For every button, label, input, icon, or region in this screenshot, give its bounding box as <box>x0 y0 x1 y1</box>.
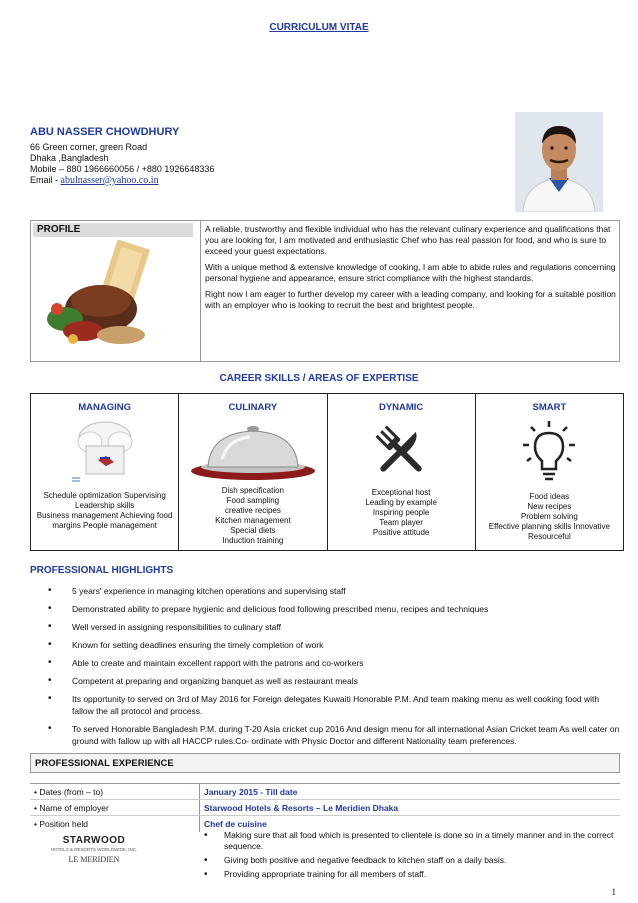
skill-heading: SMART <box>532 402 567 413</box>
skill-item: Leadership skills <box>75 501 135 510</box>
skill-heading: CULINARY <box>228 402 278 413</box>
experience-value: Chef de cuisine <box>204 819 267 829</box>
duties-list <box>204 830 614 883</box>
experience-key: • Name of employer <box>30 800 200 815</box>
experience-row <box>30 800 620 816</box>
experience-value: Starwood Hotels & Resorts – Le Meridien Dhaka <box>204 802 399 813</box>
skill-heading: DYNAMIC <box>378 402 424 413</box>
skill-item: creative recipes <box>224 506 281 515</box>
skill-column-managing <box>31 394 179 550</box>
email-link[interactable]: abulnasser@yahoo.co.in <box>60 175 159 186</box>
highlight-item: • To served Honorable Bangladesh P.M. during T-20 Asia cricket cup 2016 And design menu for all international Asian Cricket team As well cater on ground with fallow up with all HACCP rules.Co- ordinate with Physic Doctor and different Nationality team preferences. <box>60 723 620 747</box>
fork-knife-icon <box>328 416 475 486</box>
mobile-line: Mobile – 880 1966660056 / +880 1926648336 <box>30 164 215 174</box>
skill-item: Team player <box>379 518 423 527</box>
duty-item: • Providing appropriate training for all members of staff. <box>204 869 614 880</box>
skill-item: Resourceful <box>528 532 571 541</box>
skill-column-smart <box>476 394 623 550</box>
skill-item: Food ideas <box>529 492 570 501</box>
experience-value: January 2015 - Till date <box>204 786 298 797</box>
skill-heading: MANAGING <box>78 402 132 413</box>
highlight-item: • Known for setting deadlines ensuring the timely completion of work <box>60 639 620 651</box>
skill-item: Food sampling <box>226 496 280 505</box>
experience-heading-bar <box>30 753 620 773</box>
profile-summary <box>205 224 617 316</box>
document-title: CURRICULUM VITAE <box>269 22 369 33</box>
profile-label: PROFILE <box>33 223 193 237</box>
skills-title: CAREER SKILLS / AREAS OF EXPERTISE <box>219 373 419 384</box>
skill-column-culinary <box>179 394 327 550</box>
skill-item: Positive attitude <box>372 528 430 537</box>
highlight-item: • Competent at preparing and organizing banquet as well as restaurant meals <box>60 675 620 687</box>
experience-key: • Dates (from – to) <box>30 784 200 799</box>
skill-item: Kitchen management <box>215 516 291 525</box>
chef-hat-icon <box>31 416 178 486</box>
skill-item: Exceptional host <box>371 488 431 497</box>
skill-item: Problem solving <box>520 512 578 521</box>
skill-list <box>476 492 623 542</box>
highlight-item: • Demonstrated ability to prepare hygienic and delicious food following prescribed menu, recipes and techniques <box>60 603 620 615</box>
employer-logo <box>44 835 144 887</box>
candidate-name: ABU NASSER CHOWDHURY <box>30 126 180 138</box>
portrait-image <box>515 112 603 212</box>
skill-column-dynamic <box>328 394 476 550</box>
page-number: 1 <box>611 887 616 897</box>
highlight-item: • 5 years' experience in managing kitchen operations and supervising staff <box>60 585 620 597</box>
skills-table <box>30 393 624 551</box>
contact-block <box>30 142 214 186</box>
highlight-item: • Well versed in assigning responsibilities to culinary staff <box>60 621 620 633</box>
skill-item: Dish specification <box>221 486 284 495</box>
duty-item: • Giving both positive and negative feedback to kitchen staff on a daily basis. <box>204 855 614 866</box>
skill-item: Schedule optimization Supervising <box>43 491 166 500</box>
skill-list <box>31 491 178 531</box>
highlights-title: PROFESSIONAL HIGHLIGHTS <box>30 565 174 576</box>
duty-item: • Making sure that all food which is presented to clientele is done so in a timely manner and in the correct sequence. <box>204 830 614 852</box>
profile-paragraph: A reliable, trustworthy and flexible individual who has the relevant culinary experience and qualifications that you are looking for, I am motivated and enthusiastic Chef who has real passion for food, and who is sure to exceed your guest expectations. <box>205 224 611 256</box>
plated-food-image <box>37 239 187 357</box>
skill-item: Inspiring people <box>372 508 430 517</box>
profile-paragraph: Right now I am eager to further develop my career with a leading company, and looking for a suitable position with an employer who is looking to recruit the best and brightest people. <box>205 289 616 310</box>
logo-subtitle: HOTELS & RESORTS WORLDWIDE, INC. <box>50 847 138 852</box>
lightbulb-icon <box>476 416 623 486</box>
skill-item: margins People management <box>52 521 157 530</box>
skill-list <box>179 486 326 546</box>
skill-item: Special diets <box>230 526 276 535</box>
skill-item: Induction training <box>222 536 284 545</box>
experience-row <box>30 784 620 800</box>
profile-section <box>30 220 620 362</box>
skill-item: Business management Achieving food <box>36 511 173 520</box>
highlights-list <box>60 585 620 753</box>
address-line-1: 66 Green corner, green Road <box>30 142 148 152</box>
logo-hotel: LE MERIDIEN <box>68 855 120 864</box>
experience-title: PROFESSIONAL EXPERIENCE <box>35 758 174 769</box>
highlight-item: • Able to create and maintain excellent rapport with the patrons and co-workers <box>60 657 620 669</box>
email-label: Email - <box>30 175 61 185</box>
cloche-icon <box>179 416 326 486</box>
logo-brand: STARWOOD <box>62 835 126 846</box>
skill-item: Effective planning skills Innovative <box>488 522 610 531</box>
address-line-2: Dhaka ,Bangladesh <box>30 153 109 163</box>
highlight-item: • Its opportunity to served on 3rd of May 2016 for Foreign delegates Kuwaiti Honorable P.M. And team making menu as well cooking food with fallow the all protocol and process. <box>60 693 620 717</box>
skill-list <box>328 488 475 538</box>
profile-paragraph: With a unique method & extensive knowledge of cooking, I am able to abide rules and regulations concerning personal hygiene and appearance, ensure strict compliance with the highest standards. <box>205 262 616 283</box>
experience-key: • Position held <box>30 816 200 832</box>
profile-image-cell <box>31 221 201 361</box>
email-line <box>30 175 214 186</box>
skill-item: Leading by example <box>365 498 437 507</box>
experience-table <box>30 783 620 832</box>
skill-item: New recipes <box>527 502 572 511</box>
profile-photo <box>515 112 603 212</box>
